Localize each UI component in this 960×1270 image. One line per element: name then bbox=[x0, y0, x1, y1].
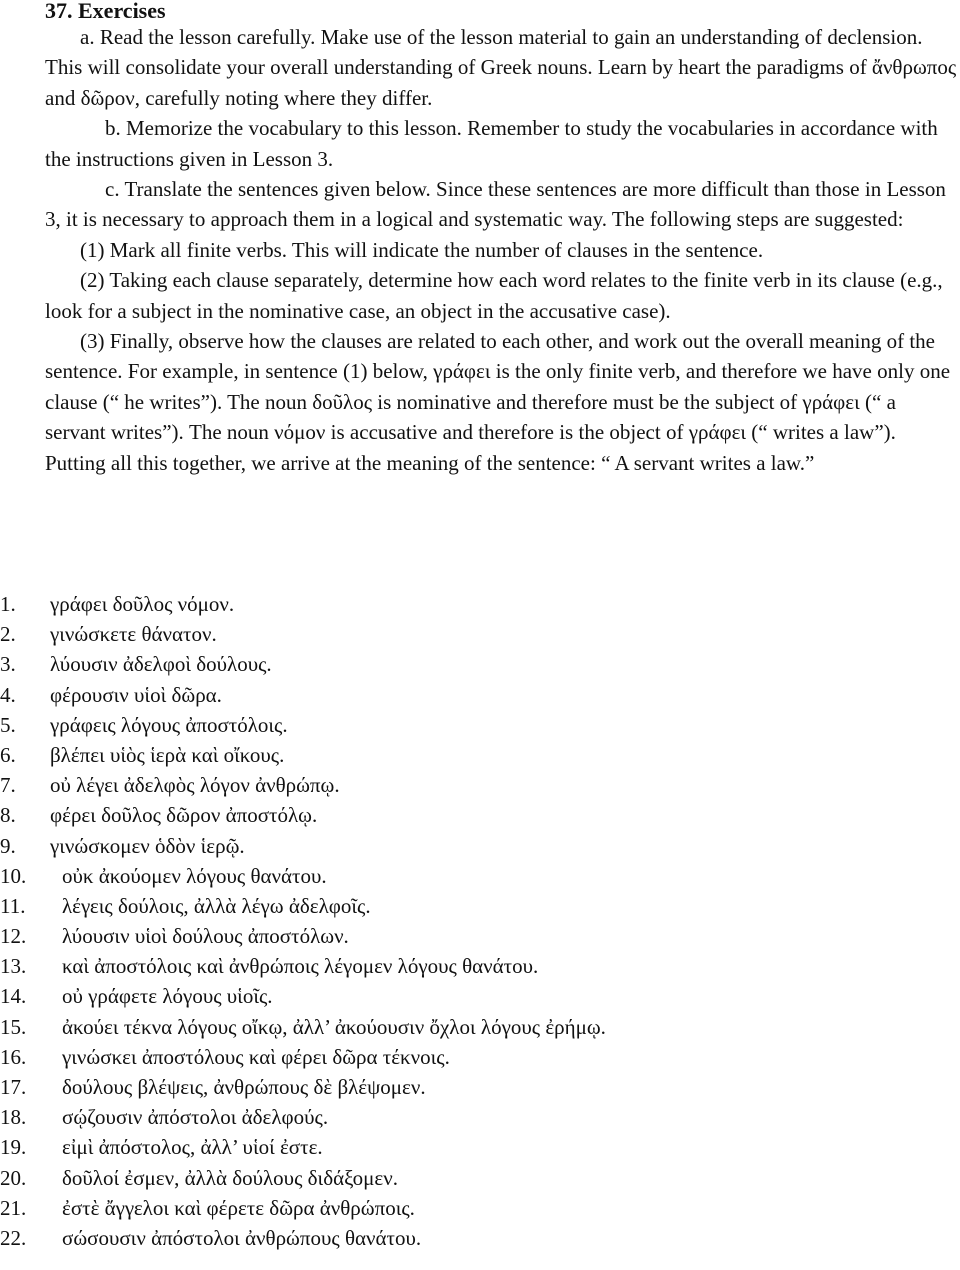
sentence-text: δούλους βλέψεις, ἀνθρώπους δὲ βλέψομεν. bbox=[62, 1075, 426, 1099]
sentence-text: λέγεις δούλοις, ἀλλὰ λέγω ἀδελφοῖς. bbox=[62, 893, 371, 918]
sentence-number: 15. bbox=[0, 1014, 27, 1039]
sentence-item bbox=[0, 1132, 960, 1162]
sentence-number: 1. bbox=[0, 592, 16, 616]
sentence-item bbox=[0, 981, 960, 1011]
sentence-number: 7. bbox=[0, 773, 16, 798]
sentence-text: σώσουσιν ἀπόστολοι ἀνθρώπους θανάτου. bbox=[62, 1225, 422, 1250]
sentence-item bbox=[0, 921, 960, 951]
sentence-number: 12. bbox=[0, 924, 27, 949]
sentence-number: 8. bbox=[0, 803, 16, 828]
sentence-text: σῴζουσιν ἀπόστολοι ἀδελφούς. bbox=[62, 1105, 329, 1130]
sentence-number: 18. bbox=[0, 1105, 27, 1130]
sentence-number: 13. bbox=[0, 954, 27, 979]
step-2: (2) Taking each clause separately, determine how each word relates to the finite verb in its clause (e.g., look for a subject in the nominative case, an object in the accusative case). bbox=[45, 268, 943, 323]
sentence-item bbox=[0, 740, 960, 770]
sentence-text: λύουσιν υἱοὶ δούλους ἀποστόλων. bbox=[62, 924, 349, 949]
sentence-item bbox=[0, 861, 960, 891]
sentence-text: γράφει δοῦλος νόμον. bbox=[50, 592, 235, 616]
sentence-number: 9. bbox=[0, 833, 16, 858]
step-3: (3) Finally, observe how the clauses are related to each other, and work out the overall meaning of the sentence. For example, in sentence (1) below, γράφει is the only finite verb, and therefore we have only one clause (“ he writes”). The noun δοῦλος is nominative and therefore must be the subject of γράφει (“ a servant writes”). The noun νόμον is accusative and therefore is the object of γράφει (“ writes a law”). Putting all this together, we arrive at the meaning of the sentence: “ A servant writes a law.” bbox=[45, 329, 951, 475]
sentence-text: γινώσκει ἀποστόλους καὶ φέρει δῶρα τέκνοις. bbox=[62, 1044, 450, 1069]
sentence-number: 20. bbox=[0, 1165, 27, 1190]
sentence-text: ἐστὲ ἄγγελοι καὶ φέρετε δῶρα ἀνθρώποις. bbox=[62, 1195, 415, 1220]
instructions bbox=[45, 22, 960, 478]
sentence-item bbox=[0, 649, 960, 679]
sentence-number: 21. bbox=[0, 1195, 27, 1220]
sentence-text: οὐ λέγει ἀδελφὸς λόγον ἀνθρώπῳ. bbox=[50, 773, 340, 798]
sentence-text: λύουσιν ἀδελφοὶ δούλους. bbox=[50, 652, 272, 677]
sentence-item bbox=[0, 710, 960, 740]
sentence-number: 10. bbox=[0, 863, 27, 888]
sentence-number: 14. bbox=[0, 984, 27, 1009]
sentence-item bbox=[0, 1223, 960, 1253]
sentence-item bbox=[0, 680, 960, 710]
sentence-number: 19. bbox=[0, 1135, 27, 1160]
sentence-item bbox=[0, 951, 960, 981]
sentence-text: ἀκούει τέκνα λόγους οἴκῳ, ἀλλ’ ἀκούουσιν ὄχλοι λόγους ἐρήμῳ. bbox=[62, 1014, 606, 1039]
sentence-number: 4. bbox=[0, 682, 16, 707]
sentence-text: εἰμὶ ἀπόστολος, ἀλλ’ υἱοί ἐστε. bbox=[62, 1135, 323, 1160]
sentence-text: γινώσκετε θάνατον. bbox=[50, 622, 217, 647]
sentence-item bbox=[0, 1102, 960, 1132]
sentence-item bbox=[0, 831, 960, 861]
sentence-number: 11. bbox=[0, 893, 26, 918]
section-heading: 37. Exercises bbox=[45, 0, 166, 23]
instruction-b: b. Memorize the vocabulary to this lesson. Remember to study the vocabularies in accordance with the instructions given in Lesson 3. bbox=[45, 116, 938, 171]
instruction-a: a. Read the lesson carefully. Make use of the lesson material to gain an understanding of declension. This will consolidate your overall understanding of Greek nouns. Learn by heart the paradigms of ἄνθρωπος and δῶρον, carefully noting where they differ. bbox=[45, 25, 957, 110]
sentence-text: γινώσκομεν ὁδὸν ἱερῷ. bbox=[50, 833, 245, 858]
sentence-item bbox=[0, 891, 960, 921]
exercise-sentences bbox=[0, 589, 960, 1253]
sentence-number: 2. bbox=[0, 622, 16, 647]
sentence-text: οὐ γράφετε λόγους υἱοῖς. bbox=[62, 984, 273, 1009]
sentence-item bbox=[0, 800, 960, 830]
sentence-number: 22. bbox=[0, 1225, 27, 1250]
sentence-item bbox=[0, 770, 960, 800]
sentence-text: οὐκ ἀκούομεν λόγους θανάτου. bbox=[62, 863, 327, 888]
instruction-c: c. Translate the sentences given below. Since these sentences are more difficult than those in Lesson 3, it is necessary to approach them in a logical and systematic way. The following steps are suggested: bbox=[45, 177, 946, 232]
sentence-number: 5. bbox=[0, 712, 16, 737]
sentence-item bbox=[0, 1012, 960, 1042]
sentence-text: δοῦλοί ἐσμεν, ἀλλὰ δούλους διδάξομεν. bbox=[62, 1165, 398, 1190]
sentence-text: φέρει δοῦλος δῶρον ἀποστόλῳ. bbox=[50, 803, 318, 828]
sentence-number: 16. bbox=[0, 1044, 27, 1069]
sentence-text: φέρουσιν υἱοὶ δῶρα. bbox=[50, 682, 222, 707]
sentence-number: 6. bbox=[0, 742, 16, 767]
sentence-text: καὶ ἀποστόλοις καὶ ἀνθρώποις λέγομεν λόγους θανάτου. bbox=[62, 954, 539, 979]
sentence-item bbox=[0, 589, 960, 619]
sentence-item bbox=[0, 1042, 960, 1072]
sentence-number: 17. bbox=[0, 1075, 27, 1099]
sentence-item bbox=[0, 1163, 960, 1193]
sentence-text: γράφεις λόγους ἀποστόλοις. bbox=[50, 712, 288, 737]
sentence-item bbox=[0, 1072, 960, 1102]
sentence-item bbox=[0, 1193, 960, 1223]
sentence-number: 3. bbox=[0, 652, 16, 677]
step-1: (1) Mark all finite verbs. This will indicate the number of clauses in the sentence. bbox=[80, 237, 764, 262]
sentence-item bbox=[0, 619, 960, 649]
sentence-text: βλέπει υἱὸς ἱερὰ καὶ οἴκους. bbox=[50, 742, 285, 767]
